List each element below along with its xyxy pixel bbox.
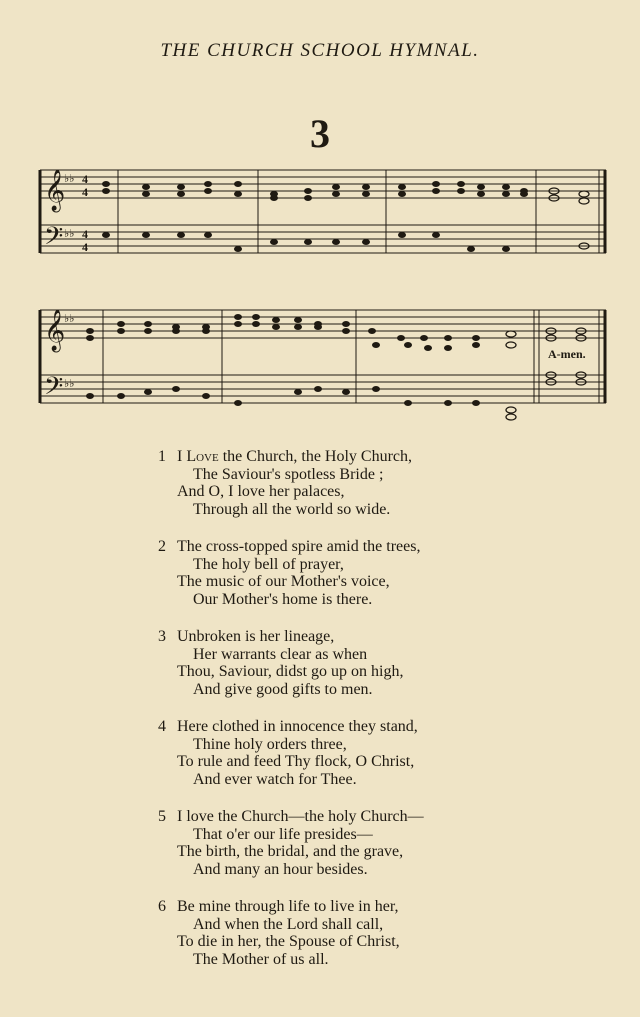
- verse-line: To rule and feed Thy flock, O Christ,: [177, 753, 415, 770]
- verse-line: Thine holy orders three,: [193, 735, 347, 753]
- verse-line: That o'er our life presides—: [193, 825, 373, 843]
- hymn-number: 3: [310, 111, 330, 156]
- svg-text:♭♭: ♭♭: [64, 173, 75, 185]
- verse-1: [158, 448, 598, 518]
- verse-line: The cross-topped spire amid the trees,: [177, 538, 421, 555]
- verse-line: The Saviour's spotless Bride ;: [193, 465, 384, 483]
- verse-line: And give good gifts to men.: [193, 680, 373, 698]
- svg-text:♭♭: ♭♭: [64, 228, 75, 240]
- page-header: THE CHURCH SCHOOL HYMNAL.: [160, 40, 480, 61]
- verse-line: The music of our Mother's voice,: [177, 573, 390, 590]
- verse-6: [158, 898, 598, 968]
- svg-text:4: 4: [82, 240, 88, 254]
- verse-number: 5: [158, 808, 166, 825]
- music-system-2: [36, 298, 610, 423]
- svg-text:𝄞: 𝄞: [44, 170, 66, 211]
- svg-text:𝄞: 𝄞: [44, 310, 66, 351]
- svg-text:𝄢: 𝄢: [44, 372, 64, 407]
- verse-line: the Church, the Holy Church,: [218, 448, 413, 465]
- verse-line: And O, I love her palaces,: [177, 483, 345, 500]
- score-system-1: [36, 165, 610, 265]
- verse-number: 6: [158, 898, 166, 915]
- svg-text:♭♭: ♭♭: [64, 313, 75, 325]
- verse-line: The Mother of us all.: [193, 950, 329, 968]
- verse-line: Through all the world so wide.: [193, 500, 391, 518]
- verse-number: 1: [158, 448, 166, 465]
- verse-line: The birth, the bridal, and the grave,: [177, 843, 404, 860]
- verse-line: The holy bell of prayer,: [193, 555, 344, 573]
- amen-label: A-men.: [548, 347, 586, 361]
- verse-initial-words: I Love: [177, 448, 219, 465]
- score-system-2: [36, 298, 610, 423]
- svg-text:♭♭: ♭♭: [64, 378, 75, 390]
- verse-line: Unbroken is her lineage,: [177, 628, 335, 645]
- svg-text:4: 4: [82, 172, 88, 186]
- verse-3: [158, 628, 598, 698]
- svg-text:4: 4: [82, 185, 88, 199]
- verse-line: To die in her, the Spouse of Christ,: [177, 933, 400, 950]
- verse-line: And many an hour besides.: [193, 860, 368, 878]
- verse-line: I love the Church—the holy Church—: [177, 808, 424, 825]
- verse-line: Her warrants clear as when: [193, 645, 368, 663]
- verse-2: [158, 538, 598, 608]
- hymn-verses: [158, 448, 598, 988]
- music-system-1: [36, 165, 610, 265]
- verse-line: Be mine through life to live in her,: [177, 898, 399, 915]
- verse-line: Our Mother's home is there.: [193, 590, 373, 608]
- svg-text:4: 4: [82, 227, 88, 241]
- verse-line: Thou, Saviour, didst go up on high,: [177, 663, 404, 680]
- verse-number: 4: [158, 718, 166, 735]
- verse-number: 2: [158, 538, 166, 555]
- verse-4: [158, 718, 598, 788]
- verse-5: [158, 808, 598, 878]
- verse-line: And when the Lord shall call,: [193, 915, 384, 933]
- verse-number: 3: [158, 628, 166, 645]
- verse-line: And ever watch for Thee.: [193, 770, 357, 788]
- svg-text:𝄢: 𝄢: [44, 222, 64, 257]
- verse-line: Here clothed in innocence they stand,: [177, 718, 418, 735]
